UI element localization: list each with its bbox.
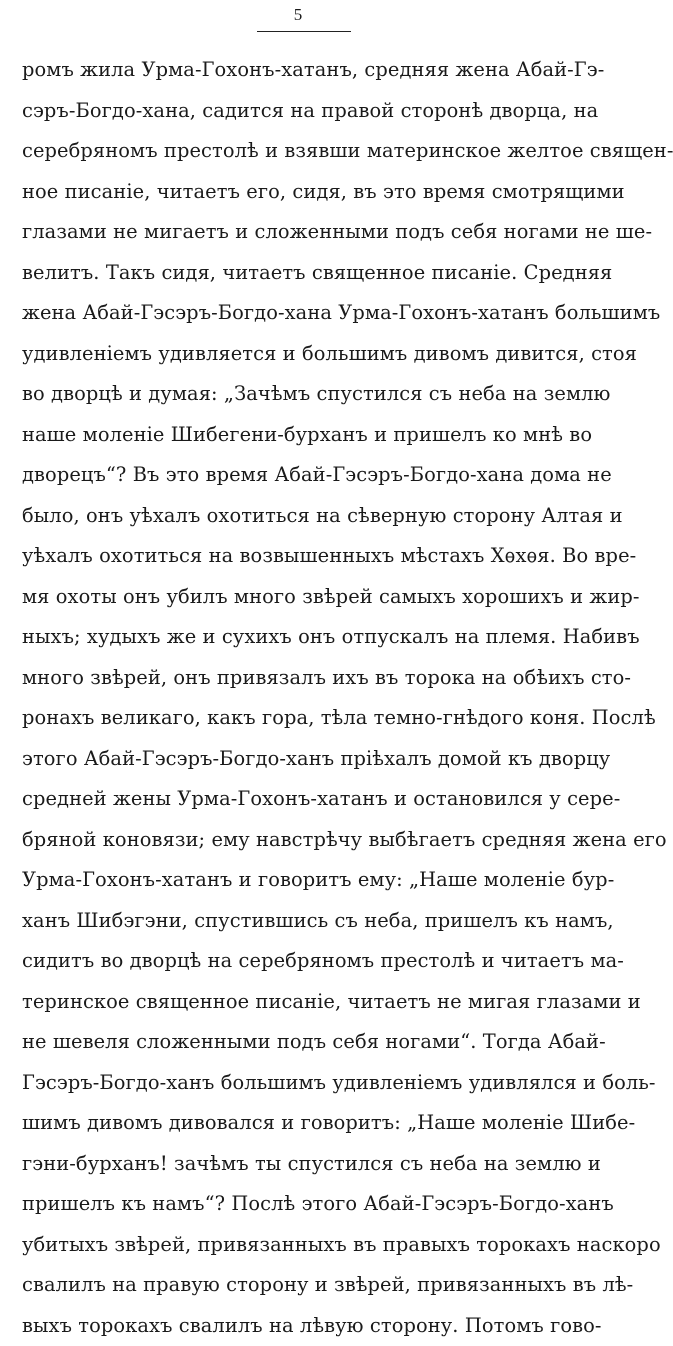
text-line: бряной коновязи; ему навстрѣчу выбѣгаетъ средняя жена его [22,820,574,861]
text-line: сэръ-Богдо-хана, садится на правой сторонѣ дворца, на [22,91,574,132]
text-line: ханъ Шибэгэни, спустившись съ неба, пришелъ къ намъ, [22,901,574,942]
text-line: было, онъ уѣхалъ охотиться на сѣверную сторону Алтая и [22,496,574,537]
text-line: шимъ дивомъ дивовался и говоритъ: „Наше моленіе Шибе- [22,1103,574,1144]
text-line: сидитъ во дворцѣ на серебряномъ престолѣ и читаетъ ма- [22,941,574,982]
text-line: ныхъ; худыхъ же и сухихъ онъ отпускалъ на племя. Набивъ [22,617,574,658]
header-rule [257,31,351,32]
text-line: гэни-бурханъ! зачѣмъ ты спустился съ неба на землю и [22,1144,574,1185]
text-line: пришелъ къ намъ“? Послѣ этого Абай-Гэсэръ-Богдо-ханъ [22,1184,574,1225]
text-line: этого Абай-Гэсэръ-Богдо-ханъ пріѣхалъ домой къ дворцу [22,739,574,780]
text-line: свалилъ на правую сторону и звѣрей, привязанныхъ въ лѣ- [22,1265,574,1306]
text-line: жена Абай-Гэсэръ-Богдо-хана Урма-Гохонъ-хатанъ большимъ [22,293,574,334]
page-number: 5 [294,4,303,26]
text-line: ное писаніе, читаетъ его, сидя, въ это время смотрящими [22,172,574,213]
text-line: глазами не мигаетъ и сложенными подъ себя ногами не ше- [22,212,574,253]
text-line: Урма-Гохонъ-хатанъ и говоритъ ему: „Наше моленіе бур- [22,860,574,901]
text-line: выхъ торокахъ свалилъ на лѣвую сторону. Потомъ гово- [22,1306,574,1346]
text-line: серебряномъ престолѣ и взявши материнское желтое священ- [22,131,574,172]
text-line: теринское священное писаніе, читаетъ не мигая глазами и [22,982,574,1023]
text-line: велитъ. Такъ сидя, читаетъ священное писаніе. Средняя [22,253,574,294]
text-line: удивленіемъ удивляется и большимъ дивомъ дивится, стоя [22,334,574,375]
text-line: Гэсэръ-Богдо-ханъ большимъ удивленіемъ удивлялся и боль- [22,1063,574,1104]
body-text [22,50,574,1346]
text-line: убитыхъ звѣрей, привязанныхъ въ правыхъ торокахъ наскоро [22,1225,574,1266]
text-line: во дворцѣ и думая: „Зачѣмъ спустился съ неба на землю [22,374,574,415]
text-line: средней жены Урма-Гохонъ-хатанъ и остановился у сере- [22,779,574,820]
text-line: наше моленіе Шибегени-бурханъ и пришелъ ко мнѣ во [22,415,574,456]
text-line: много звѣрей, онъ привязалъ ихъ въ торока на обѣихъ сто- [22,658,574,699]
text-line: мя охоты онъ убилъ много звѣрей самыхъ хорошихъ и жир- [22,577,574,618]
page-header [0,4,596,26]
text-line: ронахъ великаго, какъ гора, тѣла темно-гнѣдого коня. Послѣ [22,698,574,739]
text-line: не шевеля сложенными подъ себя ногами“. Тогда Абай- [22,1022,574,1063]
text-line: ромъ жила Урма-Гохонъ-хатанъ, средняя жена Абай-Гэ- [22,50,574,91]
text-line: уѣхалъ охотиться на возвышенныхъ мѣстахъ Хѳхѳя. Во вре- [22,536,574,577]
text-line: дворецъ“? Въ это время Абай-Гэсэръ-Богдо-хана дома не [22,455,574,496]
